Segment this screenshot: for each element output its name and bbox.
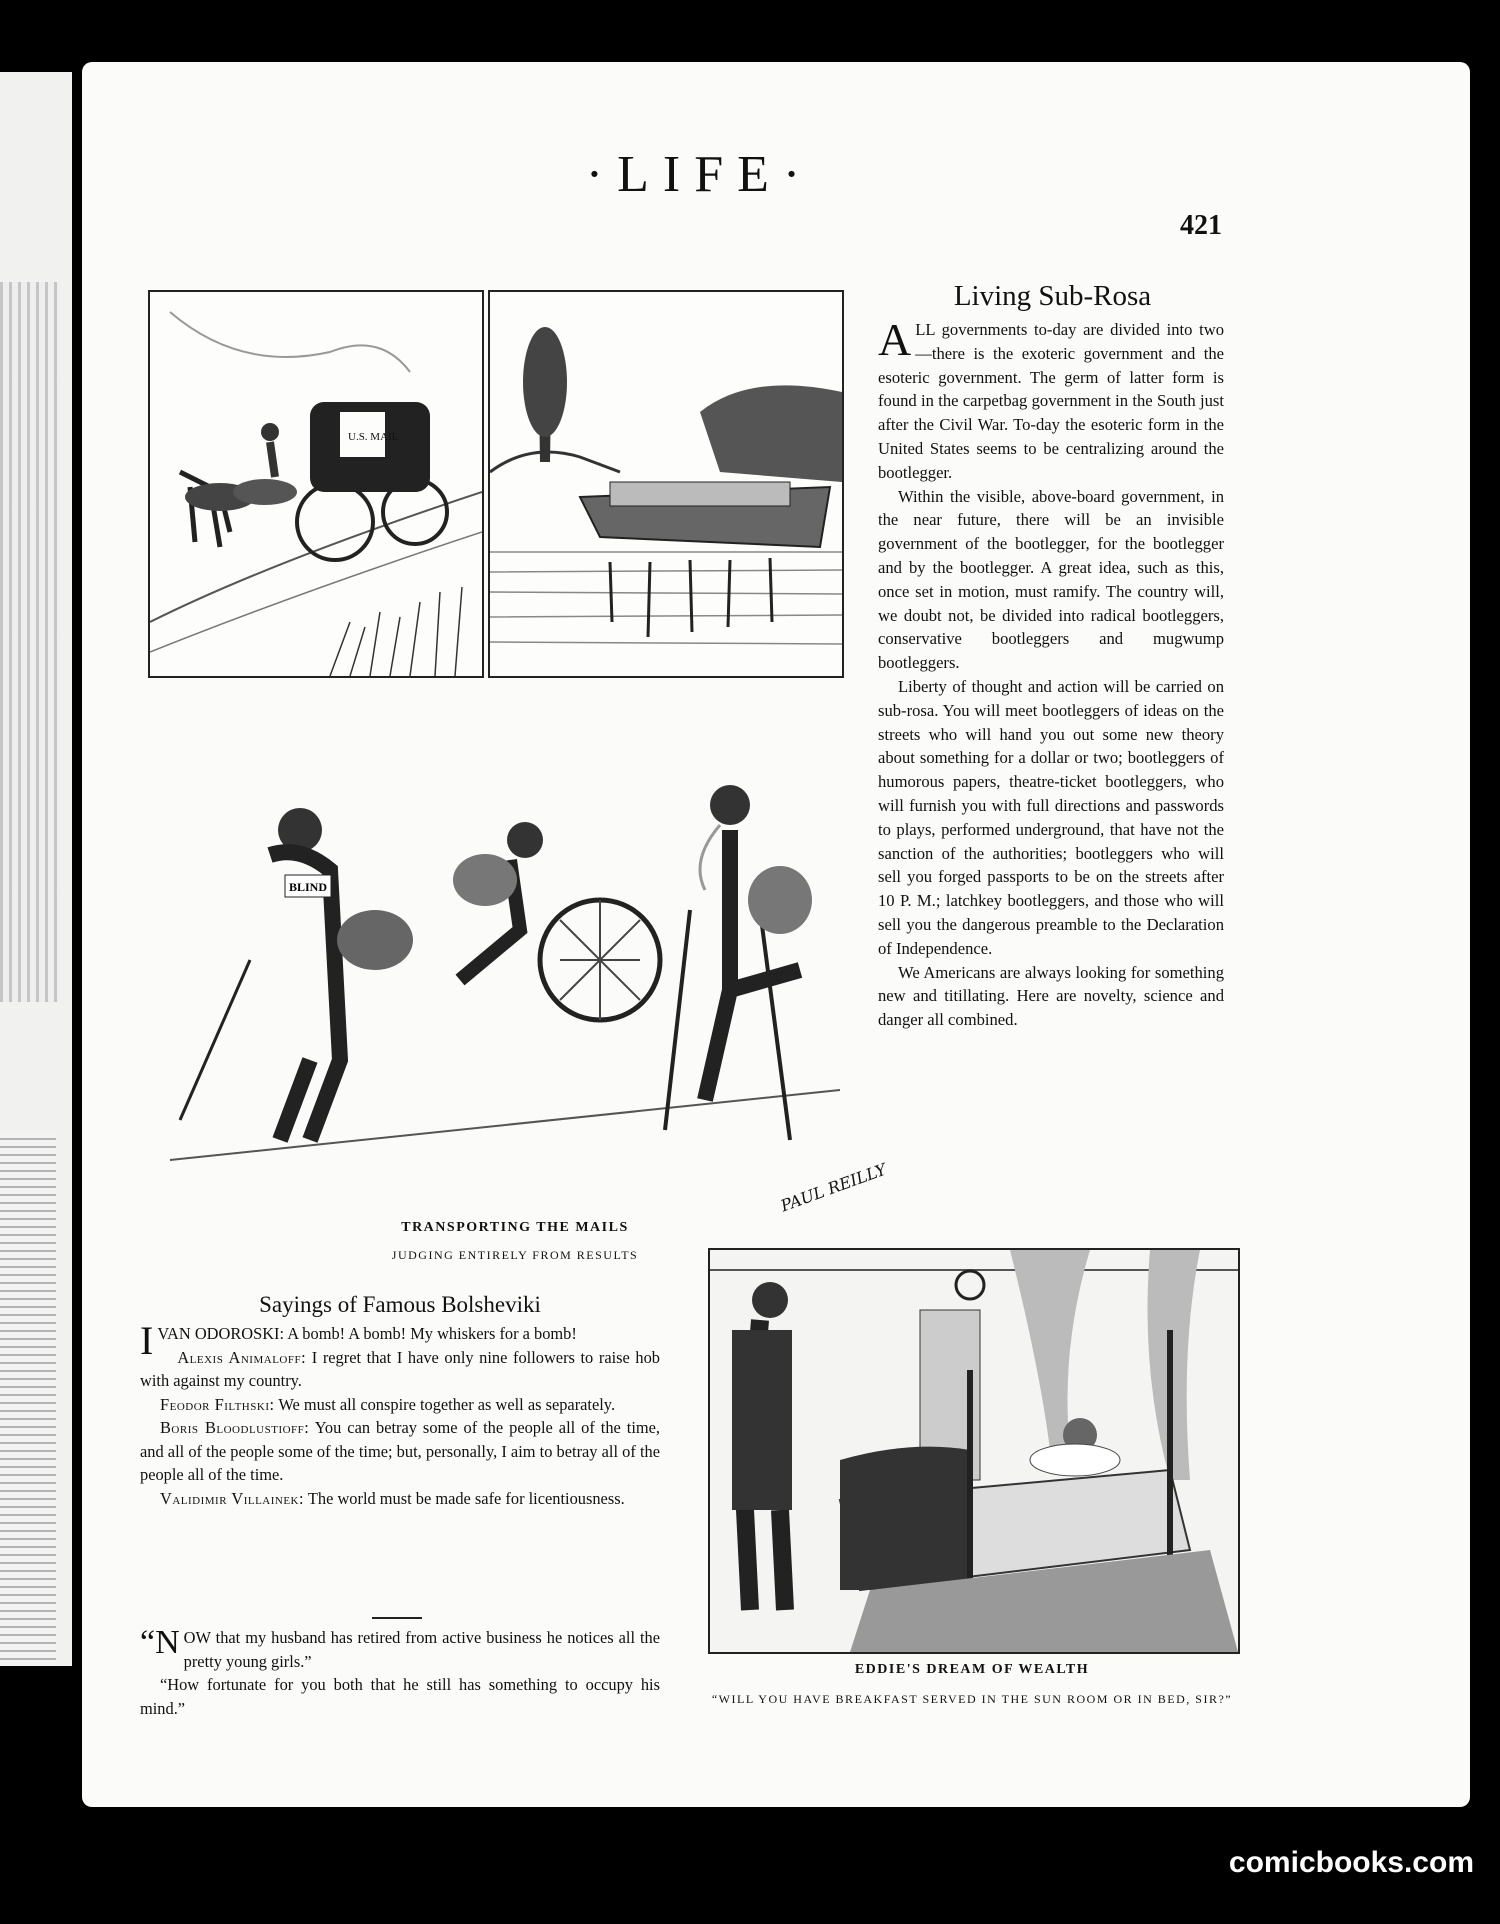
section-divider	[372, 1617, 422, 1619]
mail-carriers-illustration	[160, 760, 840, 1165]
saying-text: I regret that I have only nine followers to raise hob with against my country.	[140, 1347, 660, 1390]
saying-item	[140, 1487, 660, 1511]
saying-speaker: Validimir Villainek:	[160, 1488, 305, 1508]
joke-paragraph-2: “How fortunate for you both that he still has something to occupy his mind.”	[140, 1675, 660, 1718]
saying-speaker: Alexis Animaloff:	[177, 1347, 307, 1367]
saying-text: A bomb! A bomb! My whiskers for a bomb!	[287, 1324, 577, 1343]
saying-item	[140, 1416, 660, 1487]
joke-dropcap: “N	[140, 1624, 180, 1661]
bedroom-illustration	[708, 1248, 1240, 1654]
article-dropcap: A	[878, 314, 912, 365]
adjacent-page-edge	[0, 72, 72, 1666]
artist-signature: PAUL REILLY	[778, 1159, 889, 1216]
article-title: Living Sub-Rosa	[953, 280, 1152, 312]
blind-sign: BLIND	[289, 880, 328, 894]
watermark: comicbooks.com	[1228, 1846, 1474, 1879]
saying-speaker: VAN ODOROSKI:	[157, 1324, 285, 1343]
article-paragraph-4: We Americans are always looking for something new and titillating. Here are novelty, science and danger all combined.	[878, 962, 1224, 1030]
saying-speaker: Feodor Filthski:	[160, 1394, 275, 1414]
mails-caption-subtitle: JUDGING ENTIRELY FROM RESULTS	[391, 1248, 639, 1262]
mail-label: U.S. MAIL	[348, 431, 399, 443]
article-body	[878, 314, 1224, 1032]
sayings-body	[140, 1318, 660, 1510]
sayings-title: Sayings of Famous Bolsheviki	[259, 1292, 541, 1317]
mails-caption-title: TRANSPORTING THE MAILS	[401, 1220, 629, 1235]
saying-item	[140, 1346, 660, 1393]
stagecoach-illustration	[148, 290, 484, 678]
bed-caption-subtitle: “WILL YOU HAVE BREAKFAST SERVED IN THE SUN ROOM OR IN BED, SIR?”	[711, 1692, 1233, 1706]
article-paragraph-3: Liberty of thought and action will be carried on sub-rosa. You will meet bootleggers of ideas on the streets who will hand you out some new theory about something for a dollar or two; bootleggers of humorous papers, theatre-ticket bootleggers, who will furnish you with full directions and passwords to plays, performed underground, that have not the sanction of the authorities; bootleggers who will sell you forged passports to be on the streets after 10 P. M.; latchkey bootleggers, and those who will sell you the dangerous preamble to the Declaration of Independence.	[878, 676, 1224, 958]
sayings-dropcap: I	[140, 1318, 154, 1363]
article-paragraph-1: LL governments to-day are divided into two—there is the exoteric government and the esoteric government. The germ of latter form is found in the carpetbag government in the South just after the Civil War. To-day the esoteric form in the United States seems to be centralizing around the bootlegger.	[878, 320, 1224, 482]
saying-speaker: Boris Bloodlustioff:	[160, 1418, 310, 1437]
joke-paragraph-1: OW that my husband has retired from active business he notices all the pretty young girls.”	[183, 1628, 660, 1671]
saying-text: The world must be made safe for licentiousness.	[307, 1488, 625, 1508]
saying-item	[140, 1393, 660, 1417]
masthead: ·LIFE·	[585, 146, 815, 203]
saying-text: We must all conspire together as well as separately.	[278, 1394, 616, 1414]
saying-text: You can betray some of the people all of the time, and all of the people some of the time; but, personally, I aim to betray all of the people all of the time.	[140, 1418, 660, 1484]
page-number: 421	[1180, 210, 1222, 241]
joke-body	[140, 1626, 660, 1720]
canal-boat-illustration	[488, 290, 844, 678]
article-paragraph-2: Within the visible, above-board government, in the near future, there will be an invisible government of the bootlegger, for the bootlegger and by the bootlegger. A great idea, such as this, once set in motion, must ramify. The country will, we doubt not, be divided into radical bootleggers, conservative bootleggers and mugwump bootleggers.	[878, 486, 1224, 673]
bed-caption-title: EDDIE'S DREAM OF WEALTH	[854, 1662, 1090, 1677]
